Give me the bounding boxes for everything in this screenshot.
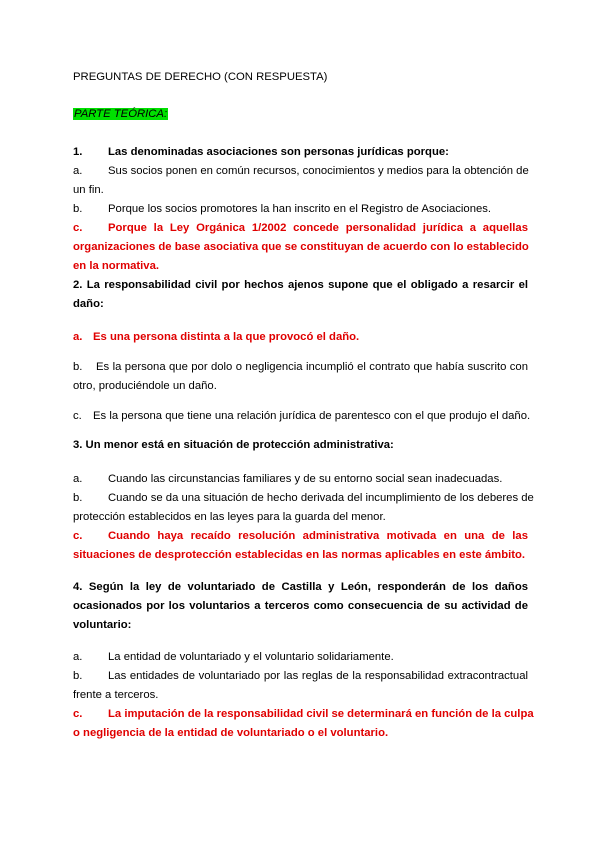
q2-option-c: c. Es la persona que tiene una relación jurídica de parentesco con el que produjo el daño. [73, 410, 531, 422]
q4-option-b: b. Las entidades de voluntariado por las reglas de la responsabilidad extracontractual [73, 670, 528, 682]
q2-option-a-answer: a. Es una persona distinta a la que provocó el daño. [73, 331, 360, 343]
q4-option-c-cont: o negligencia de la entidad de voluntariado o el voluntario. [73, 727, 389, 739]
q2-option-b-cont: otro, produciéndole un daño. [73, 380, 217, 392]
q4-option-b-cont: frente a terceros. [73, 689, 159, 701]
question-3: 3. Un menor está en situación de protección administrativa: [73, 439, 394, 451]
question-4-cont: ocasionados por los voluntarios a terceros como consecuencia de su actividad de [73, 600, 528, 612]
section-heading [73, 107, 528, 122]
question-1: 1. Las denominadas asociaciones son personas jurídicas porque: [73, 146, 449, 158]
question-2: 2. La responsabilidad civil por hechos ajenos supone que el obligado a resarcir el [73, 279, 528, 291]
q2-option-b: b. Es la persona que por dolo o negligencia incumplió el contrato que había suscrito con [73, 361, 528, 373]
q1-option-b: b. Porque los socios promotores la han inscrito en el Registro de Asociaciones. [73, 203, 492, 215]
q3-option-b-cont: protección establecidos en las leyes para la guarda del menor. [73, 511, 386, 523]
q1-option-c-cont: organizaciones de base asociativa que se constituyan de acuerdo con lo establecido [73, 241, 529, 253]
q3-option-c-answer: c. Cuando haya recaído resolución administrativa motivada en una de las [73, 530, 528, 542]
q1-option-c-answer: c. Porque la Ley Orgánica 1/2002 concede personalidad jurídica a aquellas [73, 222, 528, 234]
q4-option-a: a. La entidad de voluntariado y el voluntario solidariamente. [73, 651, 394, 663]
q1-option-a-cont: un fin. [73, 184, 104, 196]
q3-option-a: a. Cuando las circunstancias familiares y de su entorno social sean inadecuadas. [73, 473, 503, 485]
document-title: PREGUNTAS DE DERECHO (CON RESPUESTA) [73, 71, 328, 83]
question-4-end: voluntario: [73, 619, 132, 631]
q1-option-a: a. Sus socios ponen en común recursos, conocimientos y medios para la obtención de [73, 165, 529, 177]
q4-option-c-answer: c. La imputación de la responsabilidad civil se determinará en función de la culpa [73, 708, 534, 720]
q3-option-b: b. Cuando se da una situación de hecho derivada del incumplimiento de los deberes de [73, 492, 534, 504]
section-highlight: PARTE TEÓRICA: [74, 108, 168, 120]
question-4: 4. Según la ley de voluntariado de Castilla y León, responderán de los daños [73, 581, 528, 593]
q3-option-c-cont: situaciones de desprotección establecidas en las normas aplicables en este ámbito. [73, 549, 526, 561]
q1-option-c-end: en la normativa. [73, 260, 160, 272]
question-2-cont: daño: [73, 298, 104, 310]
